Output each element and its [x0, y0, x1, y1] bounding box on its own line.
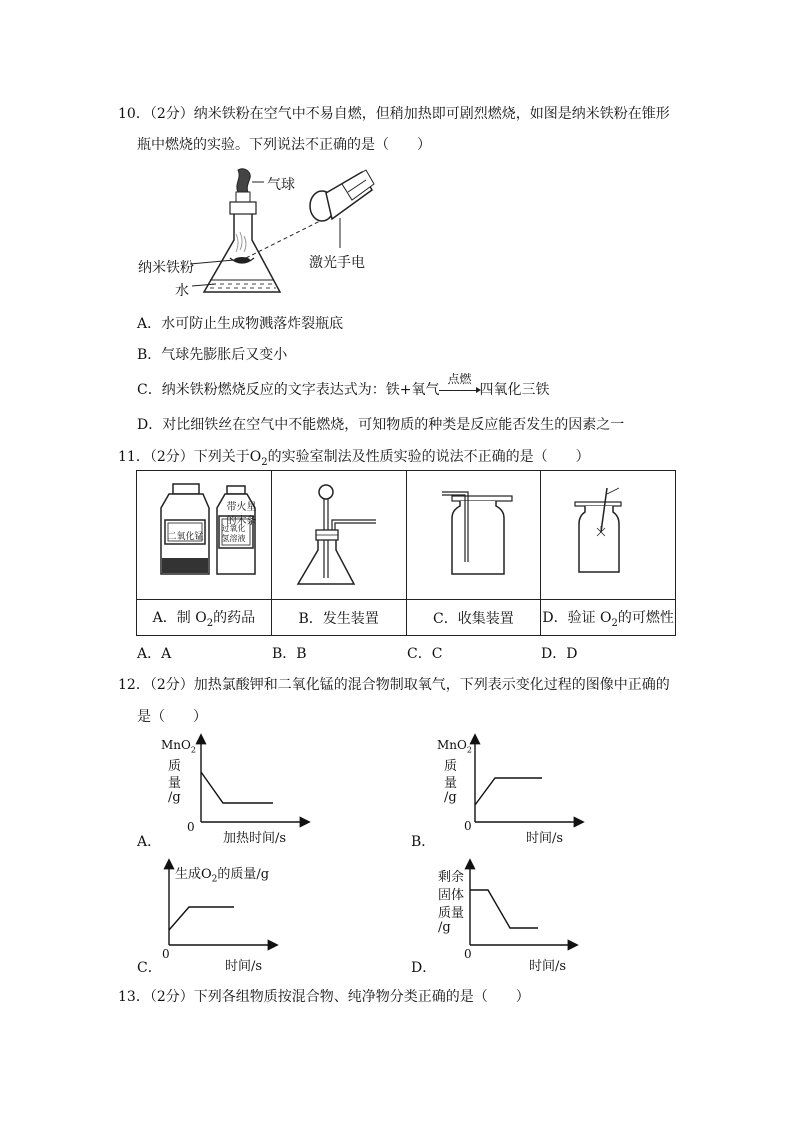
caption-d-suffix: 的可燃性	[617, 609, 674, 626]
q10-figure	[130, 162, 390, 300]
splint-label-1: 带火星	[226, 501, 257, 513]
q11-stem-prefix: 11．（2分）下列关于O	[118, 449, 262, 465]
balloon-label: 气球	[267, 177, 295, 193]
graph-a-xlabel: 加热时间/s	[223, 831, 287, 846]
q11-answer-a[interactable]: A．A	[137, 646, 172, 662]
graph-c-xlabel: 时间/s	[225, 959, 263, 974]
caption-a-prefix: A．制 O	[152, 609, 207, 626]
collector-cell	[406, 471, 541, 600]
iron-powder-label: 纳米铁粉	[138, 260, 194, 276]
q12-option-a[interactable]: A．	[137, 834, 162, 850]
graph-d-ylabel-1: 剩余	[438, 870, 465, 885]
caption-b: B．发生装置	[271, 600, 406, 636]
test-apparatus	[543, 474, 673, 592]
q11-answer-b[interactable]: B．B	[272, 646, 307, 662]
q10-option-c-product: 四氧化三铁	[479, 382, 550, 398]
graph-c-curve	[169, 907, 234, 930]
caption-d	[541, 600, 676, 636]
label-h2o2: 过氧化氢溶液	[221, 523, 246, 543]
graph-d	[410, 855, 590, 960]
flashlight-label: 激光手电	[309, 255, 365, 271]
q11-stem	[118, 446, 590, 468]
reagents-cell	[137, 471, 272, 600]
q10-option-b[interactable]: B．气球先膨胀后又变小	[137, 347, 288, 363]
q12-stem-line2: 是（ ）	[137, 709, 207, 725]
reaction-condition: 点燃	[447, 372, 472, 386]
caption-a-suffix: 的药品	[213, 609, 256, 626]
q10-stem-line2: 瓶中燃烧的实验。下列说法不正确的是（ ）	[137, 137, 431, 153]
generator-apparatus	[274, 474, 404, 592]
q10-option-a[interactable]: A．水可防止生成物溅落炸裂瓶底	[137, 316, 344, 332]
caption-a-sub: 2	[206, 617, 214, 629]
graph-d-xlabel: 时间/s	[529, 959, 567, 974]
graph-d-ylabel-4: /g	[438, 920, 451, 935]
graph-c-origin: 0	[162, 947, 170, 961]
q11-stem-suffix: 的实验室制法及性质实验的说法不正确的是（ ）	[267, 449, 590, 465]
q11-answer-c[interactable]: C．C	[407, 646, 443, 662]
flashlight-icon	[310, 170, 374, 221]
splint-label-2: 的木条	[226, 515, 257, 527]
reaction-arrow	[439, 372, 479, 398]
balloon-icon	[237, 169, 250, 192]
graph-b-ylabel-1: MnO$_2$	[437, 738, 472, 755]
caption-d-prefix: D．验证 O	[542, 609, 612, 626]
graph-a-ylabel-2: 质	[168, 759, 182, 774]
graph-d-ylabel-3: 质量	[438, 906, 465, 921]
graph-b-curve	[475, 778, 542, 805]
graph-b-ylabel-2: 质	[444, 759, 458, 774]
q10-option-c-prefix: C．纳米铁粉燃烧反应的文字表达式为：铁+氧气	[137, 382, 440, 398]
q12-option-b[interactable]: B．	[411, 834, 436, 850]
generator-cell	[271, 471, 406, 600]
graph-a-curve	[201, 772, 273, 803]
q12-option-c[interactable]: C．	[137, 960, 162, 976]
q13-stem: 13．（2分）下列各组物质按混合物、纯净物分类正确的是（ ）	[118, 989, 530, 1005]
q10-stem-line1: 10．（2分）纳米铁粉在空气中不易自燃，但稍加热即可剧烈燃烧，如图是纳米铁粉在锥形	[118, 106, 670, 122]
caption-c: C．收集装置	[406, 600, 541, 636]
caption-d-sub: 2	[611, 617, 618, 629]
graph-b-ylabel-4: /g	[444, 790, 457, 805]
collector-apparatus	[408, 474, 538, 592]
graph-c-ylabel: 生成$O_2$的质量/g	[175, 867, 270, 885]
graph-b-origin: 0	[464, 819, 472, 833]
label-mno2: 二氧化锰	[167, 531, 204, 542]
graph-a-ylabel-1: MnO$_2$	[161, 738, 196, 755]
graph-a-ylabel-4: /g	[168, 790, 181, 805]
q11-apparatus-table	[136, 470, 676, 636]
q10-option-c[interactable]	[137, 372, 550, 399]
q12-option-d[interactable]: D．	[411, 960, 437, 976]
water-label: 水	[175, 283, 189, 299]
q11-stem-sub: 2	[261, 456, 268, 468]
caption-a	[137, 600, 272, 636]
graph-d-curve	[470, 890, 538, 928]
graph-b-ylabel-3: 量	[444, 776, 458, 791]
graph-b-xlabel: 时间/s	[526, 831, 564, 846]
q11-answer-d[interactable]: D．D	[541, 646, 578, 662]
graph-d-ylabel-2: 固体	[438, 888, 465, 903]
q10-option-d[interactable]: D．对比细铁丝在空气中不能燃烧，可知物质的种类是反应能否发生的因素之一	[137, 417, 625, 433]
graph-a-ylabel-3: 量	[168, 776, 182, 791]
graph-d-origin: 0	[464, 947, 472, 961]
graph-a-origin: 0	[187, 820, 195, 834]
q12-stem-line1: 12．（2分）加热氯酸钾和二氧化锰的混合物制取氧气，下列表示变化过程的图像中正确的	[118, 677, 670, 693]
